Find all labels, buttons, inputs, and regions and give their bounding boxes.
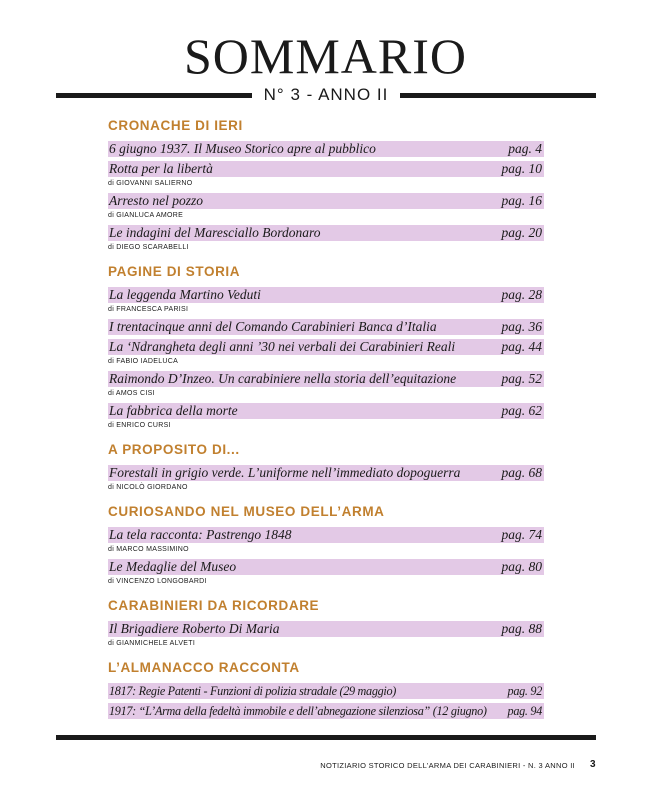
toc-entry xyxy=(108,161,544,189)
toc-entry xyxy=(108,621,544,649)
article-author: di AMOS CISI xyxy=(108,390,155,397)
toc-entry-line xyxy=(108,559,544,575)
article-title: I trentacinque anni del Comando Carabinieri Banca d’Italia xyxy=(109,319,437,334)
article-title: Forestali in grigio verde. L’uniforme nell’immediato dopoguerra xyxy=(109,465,461,480)
toc-entry-line xyxy=(108,141,544,157)
article-author: di DIEGO SCARABELLI xyxy=(108,244,189,251)
toc-entry-line xyxy=(108,193,544,209)
article-title: 1817: Regie Patenti - Funzioni di polizia stradale (29 maggio) xyxy=(109,684,397,698)
article-title: La ‘Ndrangheta degli anni ’30 nei verbali dei Carabinieri Reali xyxy=(109,339,456,354)
article-author: di GIOVANNI SALIERNO xyxy=(108,180,193,187)
article-title: Arresto nel pozzo xyxy=(109,193,203,208)
page-reference: pag. 88 xyxy=(501,621,542,636)
page-reference: pag. 74 xyxy=(501,527,542,542)
toc-entry xyxy=(108,559,544,587)
article-title: Raimondo D’Inzeo. Un carabiniere nella storia dell’equitazione xyxy=(109,371,457,386)
article-author: di NICOLÒ GIORDANO xyxy=(108,484,188,491)
article-title: 1917: “L’Arma della fedeltà immobile e dell’abnegazione silenziosa” (12 giugno) xyxy=(109,704,487,718)
toc-entry-line xyxy=(108,225,544,241)
page-reference: pag. 62 xyxy=(501,403,542,418)
page-reference: pag. 28 xyxy=(501,287,542,302)
toc-entry xyxy=(108,527,544,555)
section-title: L’ALMANACCO RACCONTA xyxy=(108,660,300,675)
section-title: CARABINIERI DA RICORDARE xyxy=(108,598,320,613)
toc-entry-line xyxy=(108,683,544,699)
toc-entry-line xyxy=(108,403,544,419)
article-author: di FRANCESCA PARISI xyxy=(108,306,189,313)
page-title: SOMMARIO xyxy=(183,28,468,84)
toc-entry xyxy=(108,403,544,431)
toc-entry xyxy=(108,225,544,253)
page-reference: pag. 36 xyxy=(501,319,542,334)
toc-entry xyxy=(108,683,544,699)
toc-entry xyxy=(108,339,544,367)
article-title: La leggenda Martino Veduti xyxy=(109,287,261,302)
toc-entry xyxy=(108,193,544,221)
page-reference: pag. 92 xyxy=(507,684,542,698)
footer-publication: NOTIZIARIO STORICO DELL’ARMA DEI CARABINIERI - N. 3 ANNO II xyxy=(320,761,575,770)
page-reference: pag. 68 xyxy=(501,465,542,480)
toc-entry-line xyxy=(108,465,544,481)
toc-entry xyxy=(108,465,544,493)
page-reference: pag. 94 xyxy=(507,704,542,718)
toc-entry xyxy=(108,703,544,719)
article-title: 6 giugno 1937. Il Museo Storico apre al pubblico xyxy=(109,141,376,156)
article-author: di GIANLUCA AMORE xyxy=(108,212,184,219)
page-reference: pag. 4 xyxy=(508,141,542,156)
toc-entry-line xyxy=(108,371,544,387)
table-of-contents xyxy=(108,116,544,723)
toc-entry xyxy=(108,287,544,315)
section-title: A PROPOSITO DI... xyxy=(108,442,240,457)
page-reference: pag. 20 xyxy=(501,225,542,240)
article-author: di ENRICO CURSI xyxy=(108,422,171,429)
page-reference: pag. 80 xyxy=(501,559,542,574)
issue-rule-left xyxy=(56,93,252,98)
toc-entry xyxy=(108,371,544,399)
toc-entry-line xyxy=(108,339,544,355)
footer-rule xyxy=(56,735,596,740)
article-author: di VINCENZO LONGOBARDI xyxy=(108,578,207,585)
page-reference: pag. 10 xyxy=(501,161,542,176)
section-title: PAGINE DI STORIA xyxy=(108,264,241,279)
article-author: di MARCO MASSIMINO xyxy=(108,546,189,553)
page-reference: pag. 16 xyxy=(501,193,542,208)
article-title: Le indagini del Maresciallo Bordonaro xyxy=(109,225,321,240)
issue-banner xyxy=(56,84,596,106)
toc-entry xyxy=(108,319,544,335)
article-title: La tela racconta: Pastrengo 1848 xyxy=(109,527,292,542)
section-title: CRONACHE DI IERI xyxy=(108,118,243,133)
issue-label: N° 3 - ANNO II xyxy=(263,85,389,104)
article-title: La fabbrica della morte xyxy=(109,403,238,418)
article-title: Rotta per la libertà xyxy=(109,161,213,176)
article-author: di GIANMICHELE ALVETI xyxy=(108,640,196,647)
toc-entry-line xyxy=(108,621,544,637)
article-title: Il Brigadiere Roberto Di Maria xyxy=(109,621,280,636)
article-title: Le Medaglie del Museo xyxy=(109,559,237,574)
issue-rule-right xyxy=(400,93,596,98)
toc-entry-line xyxy=(108,161,544,177)
section-title: CURIOSANDO NEL MUSEO DELL’ARMA xyxy=(108,504,385,519)
page-reference: pag. 52 xyxy=(501,371,542,386)
toc-entry-line xyxy=(108,287,544,303)
toc-entry-line xyxy=(108,527,544,543)
article-author: di FABIO IADELUCA xyxy=(108,358,179,365)
footer-page-number: 3 xyxy=(590,759,596,770)
toc-entry-line xyxy=(108,319,544,335)
page-reference: pag. 44 xyxy=(501,339,542,354)
toc-entry-line xyxy=(108,703,544,719)
toc-entry xyxy=(108,141,544,157)
